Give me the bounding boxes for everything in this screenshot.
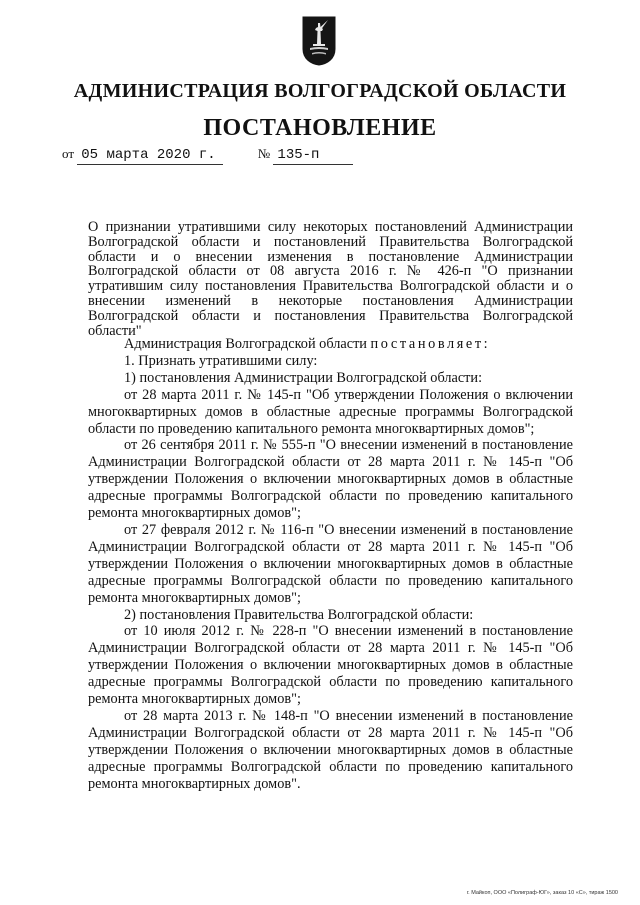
document-meta-line (62, 146, 353, 165)
document-date: 05 марта 2020 г. (77, 146, 223, 165)
date-prefix: от (62, 146, 75, 161)
document-body (88, 336, 573, 792)
resolution-lead: Администрация Волгоградской области (124, 336, 367, 352)
body-paragraph: 1. Признать утратившими силу: (124, 352, 318, 369)
number-prefix: № (257, 146, 271, 161)
document-subject: О признании утратившими силу некоторых постановлений Администрации Волгоградской области и постановлений Правительства Волгоградской области и о внесении изменения в постановление Администрации Волгоградской области от 08 августа 2016 г. № 426-п "О признании утратившим силу постановления Правительства Волгоградской области и о внесении изменений в некоторые постановления Администрации Волгоградской области и постановления Правительства Волгоградской области" (88, 219, 573, 339)
body-paragraph: 1) постановления Администрации Волгоградской области: (124, 369, 483, 386)
body-paragraph: от 27 февраля 2012 г. № 116-п "О внесении изменений в постановление Администрации Волгоградской области от 28 марта 2011 г. № 145-п "Об утверждении Положения о включении многоквартирных домов в областные адресные программы Волгоградской области по проведению капитального ремонта многоквартирных домов"; (88, 521, 573, 606)
body-paragraph: от 28 марта 2011 г. № 145-п "Об утверждении Положения о включении многоквартирных домов в областные адресные программы Волгоградской области по проведению капитального ремонта многоквартирных домов"; (88, 386, 573, 437)
body-paragraph: от 26 сентября 2011 г. № 555-п "О внесении изменений в постановление Администрации Волгоградской области от 28 марта 2011 г. № 145-п "Об утверждении Положения о включении многоквартирных домов в областные адресные программы Волгоградской области по проведению капитального ремонта многоквартирных домов"; (88, 437, 573, 522)
body-paragraph: 2) постановления Правительства Волгоградской области: (124, 606, 474, 623)
organization-title: АДМИНИСТРАЦИЯ ВОЛГОГРАДСКОЙ ОБЛАСТИ (73, 80, 567, 102)
body-paragraph: от 28 марта 2013 г. № 148-п "О внесении изменений в постановление Администрации Волгоградской области от 28 марта 2011 г. № 145-п "Об утверждении Положения о включении многоквартирных домов в областные адресные программы Волгоградской области по проведению капитального ремонта многоквартирных домов". (88, 707, 573, 792)
print-note: г. Майкоп, ООО «Полиграф-ЮГ», заказ 10 «С», тираж 1500 (466, 890, 618, 896)
body-paragraph (88, 336, 573, 353)
resolution-verb: постановляет: (370, 336, 491, 352)
document-number: 135-п (273, 146, 353, 165)
coat-of-arms-icon (302, 16, 336, 66)
document-type-title: ПОСТАНОВЛЕНИЕ (203, 115, 437, 141)
body-paragraph: от 10 июля 2012 г. № 228-п "О внесении изменений в постановление Администрации Волгоградской области от 28 марта 2011 г. № 145-п "Об утверждении Положения о включении многоквартирных домов в областные адресные программы Волгоградской области по проведению капитального ремонта многоквартирных домов"; (88, 623, 573, 708)
